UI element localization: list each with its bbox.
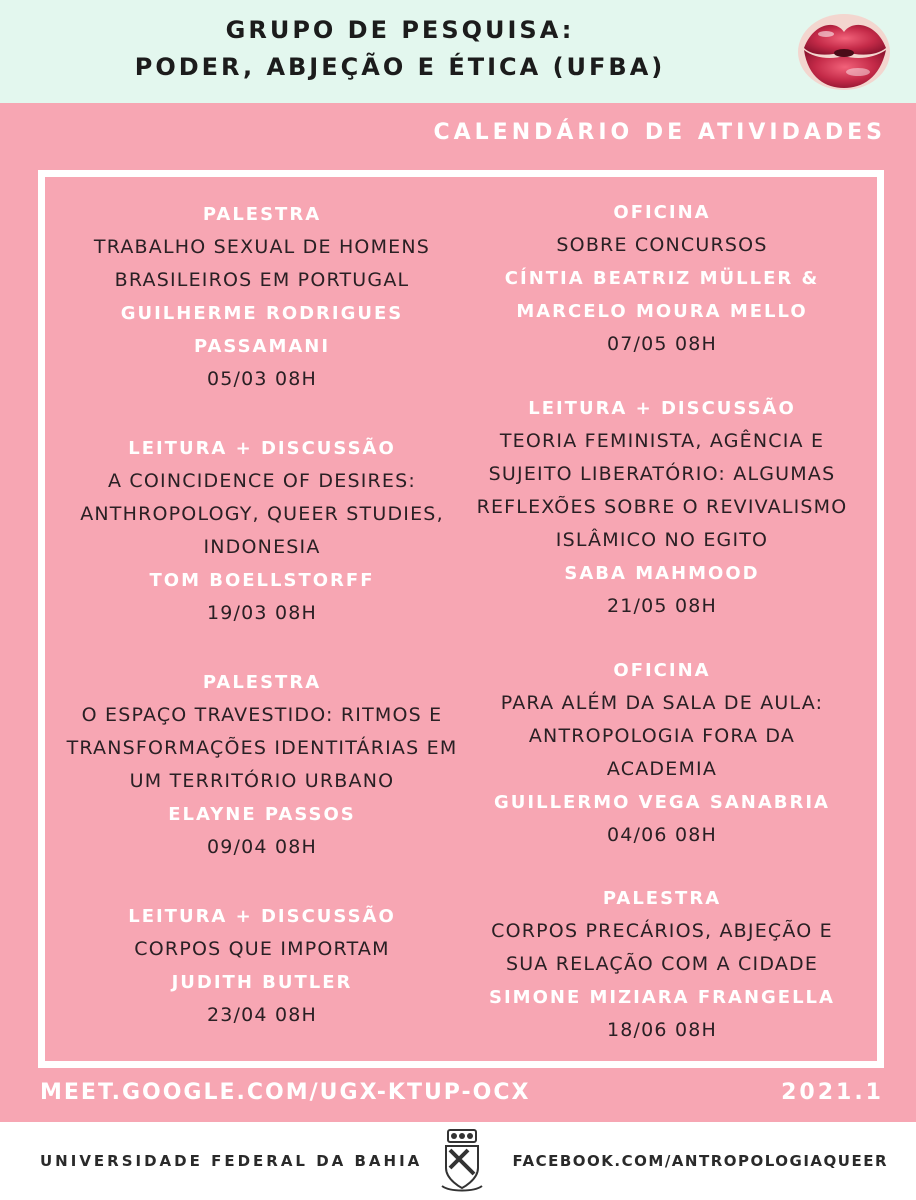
page-title xyxy=(60,12,740,86)
event-item xyxy=(52,432,472,630)
event-type: OFICINA xyxy=(613,202,711,223)
event-date: 07/05 08H xyxy=(606,333,718,355)
event-item xyxy=(462,392,862,623)
calendar-title: CALENDÁRIO DE ATIVIDADES xyxy=(433,120,886,145)
event-item xyxy=(52,900,472,1032)
header-banner xyxy=(0,0,916,103)
event-date: 04/06 08H xyxy=(606,824,718,846)
event-item xyxy=(52,198,472,396)
event-item xyxy=(462,882,862,1047)
event-item xyxy=(52,666,472,864)
footer-bar xyxy=(0,1122,916,1200)
event-speaker: TOM BOELLSTORFF xyxy=(149,570,375,591)
event-date: 09/04 08H xyxy=(206,836,318,858)
event-title-line: ANTROPOLOGIA FORA DA xyxy=(528,725,796,747)
semester-label: 2021.1 xyxy=(781,1080,884,1105)
event-title-line: ANTHROPOLOGY, QUEER STUDIES, xyxy=(80,503,444,525)
event-title-line: TEORIA FEMINISTA, AGÊNCIA E xyxy=(499,430,825,452)
event-type: PALESTRA xyxy=(602,888,722,909)
event-title-line: INDONESIA xyxy=(203,536,321,558)
event-title-line: ACADEMIA xyxy=(606,758,718,780)
event-type: OFICINA xyxy=(613,660,711,681)
event-title-line: UM TERRITÓRIO URBANO xyxy=(129,770,395,792)
event-type: LEITURA + DISCUSSÃO xyxy=(528,398,796,419)
event-speaker: ELAYNE PASSOS xyxy=(168,804,356,825)
event-title-line: A COINCIDENCE OF DESIRES: xyxy=(108,470,416,492)
event-type: LEITURA + DISCUSSÃO xyxy=(128,438,396,459)
event-type: PALESTRA xyxy=(202,672,322,693)
event-type: PALESTRA xyxy=(202,204,322,225)
event-type: LEITURA + DISCUSSÃO xyxy=(128,906,396,927)
event-title-line: O ESPAÇO TRAVESTIDO: RITMOS E xyxy=(81,704,443,726)
event-title-line: PARA ALÉM DA SALA DE AULA: xyxy=(500,692,824,714)
university-name: UNIVERSIDADE FEDERAL DA BAHIA xyxy=(40,1152,423,1170)
event-speaker: SABA MAHMOOD xyxy=(564,563,760,584)
event-title-line: ISLÂMICO NO EGITO xyxy=(555,529,769,551)
event-date: 19/03 08H xyxy=(206,602,318,624)
event-title-line: REFLEXÕES SOBRE O REVIVALISMO xyxy=(476,496,848,518)
event-item xyxy=(462,196,862,361)
event-title-line: SOBRE CONCURSOS xyxy=(556,234,768,256)
event-speaker: GUILLERMO VEGA SANABRIA xyxy=(494,792,830,813)
event-speaker: MARCELO MOURA MELLO xyxy=(516,301,808,322)
event-date: 18/06 08H xyxy=(606,1019,718,1041)
title-line-2: PODER, ABJEÇÃO E ÉTICA (UFBA) xyxy=(134,53,666,81)
event-title-line: SUJEITO LIBERATÓRIO: ALGUMAS xyxy=(488,463,836,485)
meet-link[interactable]: MEET.GOOGLE.COM/UGX-KTUP-OCX xyxy=(40,1080,531,1105)
event-item xyxy=(462,654,862,852)
event-speaker: GUILHERME RODRIGUES xyxy=(120,303,404,324)
event-title-line: TRANSFORMAÇÕES IDENTITÁRIAS EM xyxy=(66,737,458,759)
event-title-line: CORPOS PRECÁRIOS, ABJEÇÃO E xyxy=(491,920,833,942)
event-title-line: BRASILEIROS EM PORTUGAL xyxy=(114,269,410,291)
event-title-line: CORPOS QUE IMPORTAM xyxy=(134,938,390,960)
event-title-line: SUA RELAÇÃO COM A CIDADE xyxy=(505,953,819,975)
event-speaker: PASSAMANI xyxy=(193,336,331,357)
facebook-link[interactable]: FACEBOOK.COM/ANTROPOLOGIAQUEER xyxy=(512,1152,888,1170)
lips-icon xyxy=(796,8,892,94)
event-speaker: SIMONE MIZIARA FRANGELLA xyxy=(489,987,835,1008)
event-date: 23/04 08H xyxy=(206,1004,318,1026)
title-line-1: GRUPO DE PESQUISA: xyxy=(225,16,575,44)
event-date: 21/05 08H xyxy=(606,595,718,617)
event-title-line: TRABALHO SEXUAL DE HOMENS xyxy=(93,236,431,258)
event-speaker: CÍNTIA BEATRIZ MÜLLER & xyxy=(504,268,820,289)
event-date: 05/03 08H xyxy=(206,368,318,390)
ufba-crest-icon xyxy=(440,1128,484,1194)
event-speaker: JUDITH BUTLER xyxy=(171,972,353,993)
